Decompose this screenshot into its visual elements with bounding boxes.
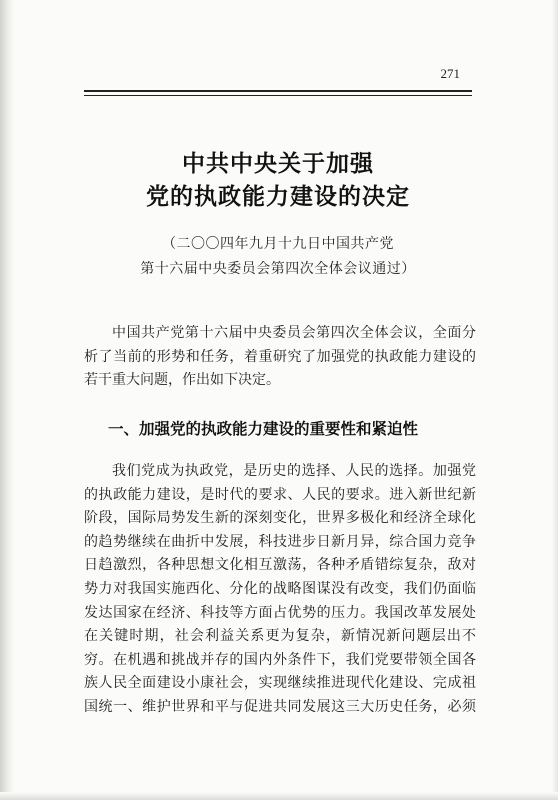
subtitle-line: （二〇〇四年九月十九日中国共产党 (162, 236, 394, 252)
header-rule-thick (84, 90, 472, 92)
header-rule-thin (84, 95, 472, 96)
document-title (84, 148, 472, 214)
body-paragraph (84, 460, 476, 720)
text-line: 日趋激烈，各种思想文化相互激荡，各种矛盾错综复杂，敌对 (84, 557, 476, 574)
document-subtitle (84, 232, 472, 282)
text-line: 的执政能力建设，是时代的要求、人民的要求。进入新世纪新 (84, 486, 476, 503)
page-number: 271 (440, 66, 460, 81)
page-edge-right (552, 0, 558, 800)
section-heading: 一、加强党的执政能力建设的重要性和紧迫性 (108, 420, 419, 438)
text-line: 国统一、维护世界和平与促进共同发展这三大历史任务，必须 (84, 698, 476, 715)
text-line: 穷。在机遇和挑战并存的国内外条件下，我们党要带领全国各 (84, 651, 476, 668)
intro-paragraph (84, 322, 476, 393)
page-edge-bottom (0, 792, 558, 800)
subtitle-line: 第十六届中央委员会第四次全体会议通过） (140, 261, 416, 277)
text-line: 若干重大问题，作出如下决定。 (84, 372, 280, 389)
text-line: 中国共产党第十六届中央委员会第四次全体会议，全面分 (112, 325, 476, 341)
text-line: 析了当前的形势和任务，着重研究了加强党的执政能力建设的 (84, 348, 476, 365)
text-line: 的趋势继续在曲折中发展，科技进步日新月异，综合国力竞争 (84, 533, 476, 550)
text-line: 族人民全面建设小康社会，实现继续推进现代化建设、完成祖 (84, 675, 476, 692)
title-line: 党的执政能力建设的决定 (146, 184, 410, 210)
text-line: 势力对我国实施西化、分化的战略图谋没有改变，我们仍面临 (84, 580, 476, 597)
text-line: 阶段，国际局势发生新的深刻变化，世界多极化和经济全球化 (84, 510, 476, 527)
text-line: 在关键时期，社会利益关系更为复杂，新情况新问题层出不 (84, 628, 476, 645)
title-line: 中共中央关于加强 (182, 151, 374, 177)
text-line: 发达国家在经济、科技等方面占优势的压力。我国改革发展处 (84, 604, 476, 621)
text-line: 我们党成为执政党，是历史的选择、人民的选择。加强党 (112, 463, 476, 479)
spine-shadow (0, 0, 14, 800)
